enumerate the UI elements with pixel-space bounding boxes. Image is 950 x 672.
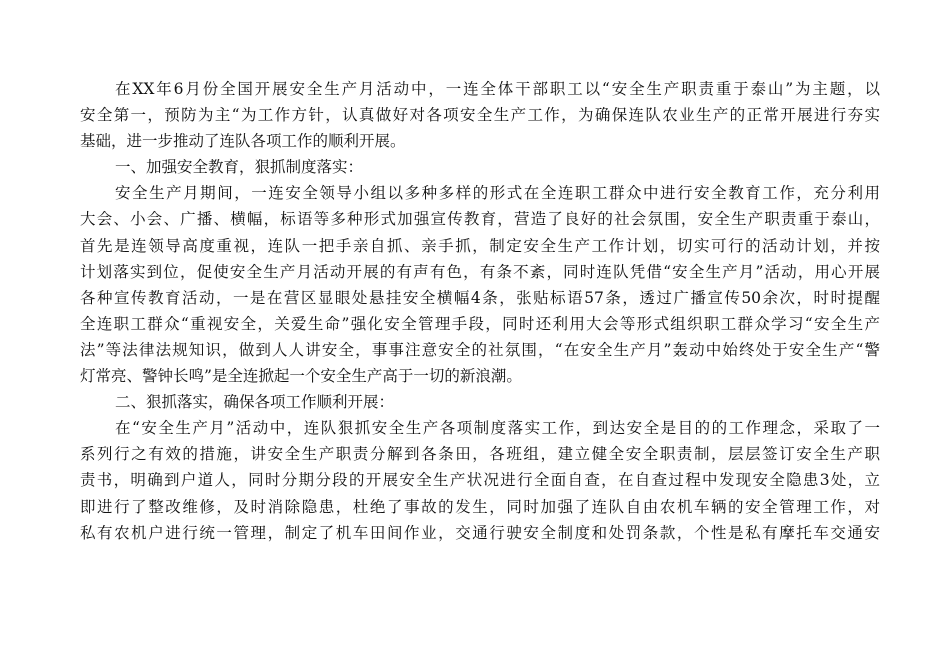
- section-1-line-5: 各种宣传教育活动，一是在营区显眼处悬挂安全横幅4条，张贴标语57条，透过广播宣传50余次，时时提醒: [80, 288, 880, 307]
- section-1-line-8: 灯常亮、警钟长鸣”是全连掀起一个安全生产高于一切的新浪潮。: [80, 367, 522, 386]
- section-1-line-4: 计划落实到位，促使安全生产月活动开展的有声有色，有条不紊，同时连队凭借“安全生产月”活动，用心开展: [80, 262, 880, 281]
- section-1-line-7: 法”等法律法规知识，做到人人讲安全，事事注意安全的社氛围，“在安全生产月”轰动中始终处于安全生产“警: [80, 340, 880, 359]
- section-2-line-2: 系列行之有效的措施，讲安全生产职责分解到各条田，各班组，建立健全安全职责制，层层签订安全生产职: [80, 445, 880, 464]
- section-1-line-2: 大会、小会、广播、横幅，标语等多种形式加强宣传教育，营造了良好的社会氛围，安全生产职责重于泰山，: [80, 210, 880, 229]
- section-2-line-5: 私有农机户进行统一管理，制定了机车田间作业，交通行驶安全制度和处罚条款，个性是私有摩托车交通安: [80, 523, 880, 542]
- document-body: [80, 76, 880, 546]
- section-1-line-3: 首先是连领导高度重视，连队一把手亲自抓、亲手抓，制定安全生产工作计划，切实可行的活动计划，并按: [80, 236, 880, 255]
- paragraph-intro-line-2: 安全第一，预防为主“为工作方针，认真做好对各项安全生产工作，为确保连队农业生产的正常开展进行夯实: [80, 106, 880, 125]
- paragraph-intro-line-1: 在XX年6月份全国开展安全生产月活动中，一连全体干部职工以“安全生产职责重于泰山”为主题，以: [115, 80, 880, 98]
- paragraph-intro-line-3: 基础，进一步推动了连队各项工作的顺利开展。: [80, 132, 406, 151]
- section-1-line-1: 安全生产月期间，一连安全领导小组以多种多样的形式在全连职工群众中进行安全教育工作，充分利用: [115, 184, 880, 203]
- section-heading-2: 二、狠抓落实，确保各项工作顺利开展：: [115, 393, 395, 412]
- section-2-line-3: 责书，明确到户道人，同时分期分段的开展安全生产状况进行全面自查，在自查过程中发现安全隐患3处，立: [80, 471, 880, 490]
- section-1-line-6: 全连职工群众“重视安全，关爱生命”强化安全管理手段，同时还利用大会等形式组织职工群众学习“安全生产: [80, 314, 880, 333]
- section-heading-1: 一、加强安全教育，狠抓制度落实：: [115, 158, 364, 177]
- section-2-line-1: 在“安全生产月”活动中，连队狠抓安全生产各项制度落实工作，到达安全是目的的工作理念，采取了一: [115, 419, 880, 438]
- section-2-line-4: 即进行了整改维修，及时消除隐患，杜绝了事故的发生，同时加强了连队自由农机车辆的安全管理工作，对: [80, 497, 880, 516]
